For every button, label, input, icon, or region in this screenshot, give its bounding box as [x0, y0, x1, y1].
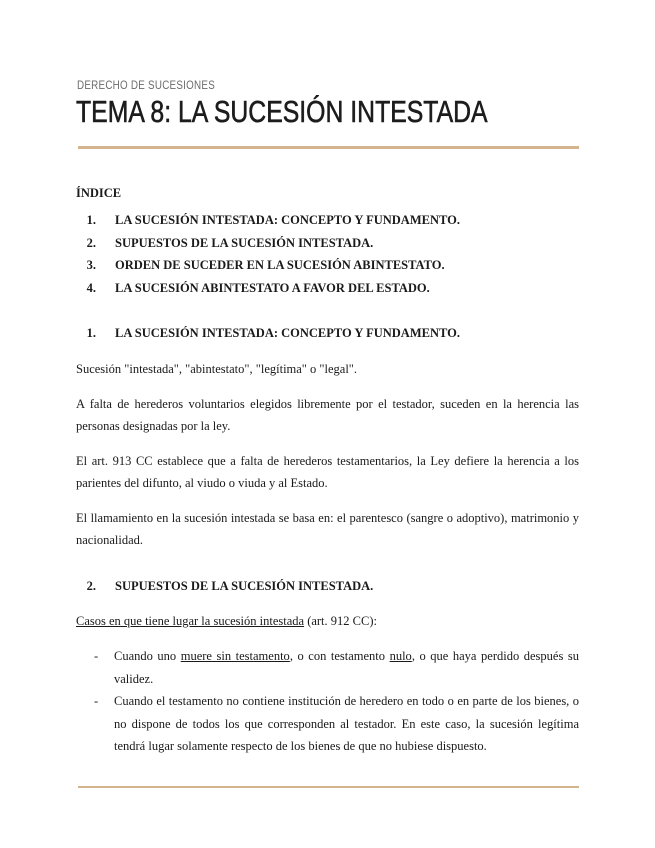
dash-bullet: -: [94, 649, 99, 663]
bullet-text-part: , o que haya perdido después su validez.: [114, 649, 579, 686]
bullet-text: Cuando el testamento no contiene institución de heredero en todo o en parte de los bienes, o no dispone de todos los que corresponden al testador. En este caso, la sucesión legítima tendrá lugar solamente respecto de los bienes de que no hubiese dispuesto.: [114, 694, 579, 753]
bullet-text-underlined: nulo: [389, 649, 412, 663]
index-item-number: 4.: [86, 280, 96, 295]
section-2-title: SUPUESTOS DE LA SUCESIÓN INTESTADA.: [115, 578, 374, 593]
bottom-divider: [78, 786, 579, 788]
subject-label: DERECHO DE SUCESIONES: [77, 78, 216, 92]
section-2-intro-underlined: Casos en que tiene lugar la sucesión intestada: [76, 614, 305, 628]
section-1-title: LA SUCESIÓN INTESTADA: CONCEPTO Y FUNDAMENTO.: [115, 326, 460, 340]
index-item-text: ORDEN DE SUCEDER EN LA SUCESIÓN ABINTESTATO.: [115, 258, 445, 272]
index-item: [76, 209, 579, 232]
section-2-intro-rest: (art. 912 CC):: [304, 614, 377, 628]
index-item-number: 1.: [86, 213, 96, 227]
index-item: [76, 232, 579, 255]
section-2-intro: [76, 610, 579, 632]
section-1-paragraph-2: A falta de herederos voluntarios elegidos libremente por el testador, suceden en la herencia las personas designadas por la ley.: [76, 396, 579, 433]
page-title: TEMA 8: LA SUCESIÓN INTESTADA: [76, 94, 488, 129]
top-divider: [78, 146, 579, 149]
section-2-heading: [76, 575, 579, 598]
index-item-text: LA SUCESIÓN ABINTESTATO A FAVOR DEL ESTADO.: [115, 280, 430, 295]
list-item: [76, 690, 579, 758]
index-item-text: SUPUESTOS DE LA SUCESIÓN INTESTADA.: [115, 235, 374, 250]
bullet-text-underlined: muere sin testamento: [180, 649, 290, 663]
section-1-number: 1.: [86, 326, 96, 340]
index-heading: ÍNDICE: [76, 186, 122, 200]
bullet-text-part: Cuando uno: [114, 649, 181, 663]
bullet-text-part: , o con testamento: [289, 649, 390, 663]
index-item-number: 2.: [86, 235, 96, 250]
index-item: [76, 277, 579, 300]
section-2-bullet-list: [76, 645, 579, 758]
index-item-text: LA SUCESIÓN INTESTADA: CONCEPTO Y FUNDAMENTO.: [115, 213, 460, 227]
section-1-heading: [76, 322, 579, 345]
section-1-paragraph-3: El art. 913 CC establece que a falta de herederos testamentarios, la Ley defiere la herencia a los parientes del difunto, al viudo o viuda y al Estado.: [76, 453, 579, 490]
index-item-number: 3.: [86, 258, 96, 272]
document-body: [76, 186, 579, 758]
section-1-paragraph-1: Sucesión "intestada", "abintestato", "legítima" o "legal".: [76, 361, 358, 376]
section-1-paragraph-4: El llamamiento en la sucesión intestada se basa en: el parentesco (sangre o adoptivo), matrimonio y nacionalidad.: [76, 510, 579, 547]
section-2-number: 2.: [86, 578, 96, 593]
index-list: [76, 209, 579, 299]
bullet-text: [114, 645, 579, 690]
list-item: [76, 645, 579, 690]
dash-bullet: -: [94, 694, 99, 708]
index-item: [76, 254, 579, 277]
